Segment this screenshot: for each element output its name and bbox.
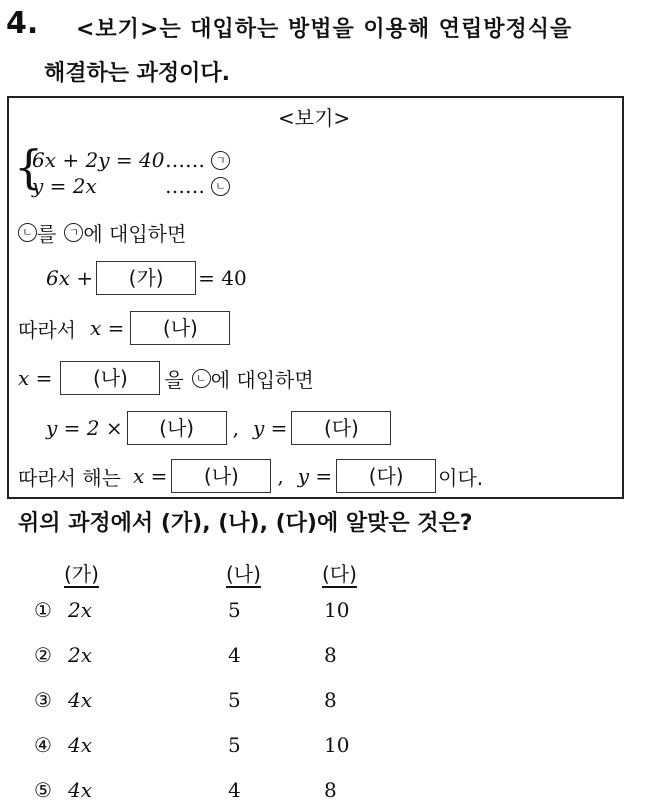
step-2-var: x = [89,316,125,340]
choice-ga: 2x [68,643,93,667]
text-daeip: 에 대입하면 [83,221,187,246]
equation-2-dots [165,174,230,198]
header-ga: (가) [64,562,99,586]
blank-da: (다) [291,411,391,445]
substitution-instruction [18,218,186,246]
choice-number: ⑤ [34,778,52,802]
choice-da: 8 [324,688,337,712]
step-4-left: y = 2 × [46,416,123,440]
equation-2 [32,174,97,198]
choice-number: ② [34,643,52,667]
step-1 [46,261,247,295]
step-3 [18,361,314,395]
question-number: 4. [6,6,39,41]
label-circle-nieun: ㄴ [192,369,211,388]
choice-number: ① [34,598,52,622]
step-3-end: 에 대입하면 [210,367,314,392]
step-4-var: y = [252,416,288,440]
choice-na: 5 [228,598,241,622]
choice-row-5[interactable] [0,778,649,812]
header-da: (다) [322,562,357,586]
step-4 [46,411,391,445]
step-5-x: x = [132,464,168,488]
choice-da: 8 [324,643,337,667]
question-text-line3: 위의 과정에서 (가), (나), (다)에 알맞은 것은? [18,511,473,536]
blank-na: (나) [127,411,227,445]
choice-na: 4 [228,778,241,802]
system-brace: { [14,140,44,194]
equation-1-text: 6x + 2y = 40 [32,148,165,172]
choice-row-2[interactable] [0,643,649,677]
step-1-left: 6x + [46,266,94,290]
choice-ga: 4x [68,688,93,712]
text-reul: 를 [37,221,57,246]
step-5 [18,459,483,493]
choice-ga: 4x [68,778,93,802]
blank-na: (나) [60,361,160,395]
blank-na: (나) [171,459,271,493]
label-circle-giyeok: ㄱ [64,223,83,242]
question-text-line1: <보기>는 대입하는 방법을 이용해 연립방정식을 [76,17,573,42]
choice-da: 10 [324,733,350,757]
equation-1-dots [165,148,230,172]
choice-na: 5 [228,688,241,712]
step-4-comma: , [232,416,239,440]
step-3-mid: 을 [164,367,184,392]
choice-na: 5 [228,733,241,757]
choice-na: 4 [228,643,241,667]
step-5-comma: , [277,464,284,488]
blank-da: (다) [336,459,436,493]
choice-ga: 4x [68,733,93,757]
blank-ga: (가) [96,261,196,295]
step-5-y: y = [297,464,333,488]
step-2-prefix: 따라서 [18,317,76,342]
equation-2-text: y = 2x [32,174,97,198]
step-5-end: 이다. [438,465,484,490]
step-1-right: = 40 [198,266,247,290]
dots: …… [165,148,205,172]
label-circle-nieun: ㄴ [211,177,230,196]
step-3-var: x = [18,366,53,390]
choice-da: 8 [324,778,337,802]
choice-number: ③ [34,688,52,712]
choice-row-3[interactable] [0,688,649,722]
dots: …… [165,174,205,198]
choice-ga: 2x [68,598,93,622]
example-box-title: <보기> [278,106,351,130]
choice-da: 10 [324,598,350,622]
label-circle-giyeok: ㄱ [211,151,230,170]
blank-na: (나) [130,311,230,345]
question-text-line2: 해결하는 과정이다. [44,61,231,86]
choice-number: ④ [34,733,52,757]
equation-1 [32,148,164,172]
choice-row-4[interactable] [0,733,649,767]
header-na: (나) [226,562,261,586]
step-5-prefix: 따라서 해는 [18,465,121,490]
label-circle-nieun: ㄴ [18,223,37,242]
choice-row-1[interactable] [0,598,649,632]
step-2 [18,311,230,345]
